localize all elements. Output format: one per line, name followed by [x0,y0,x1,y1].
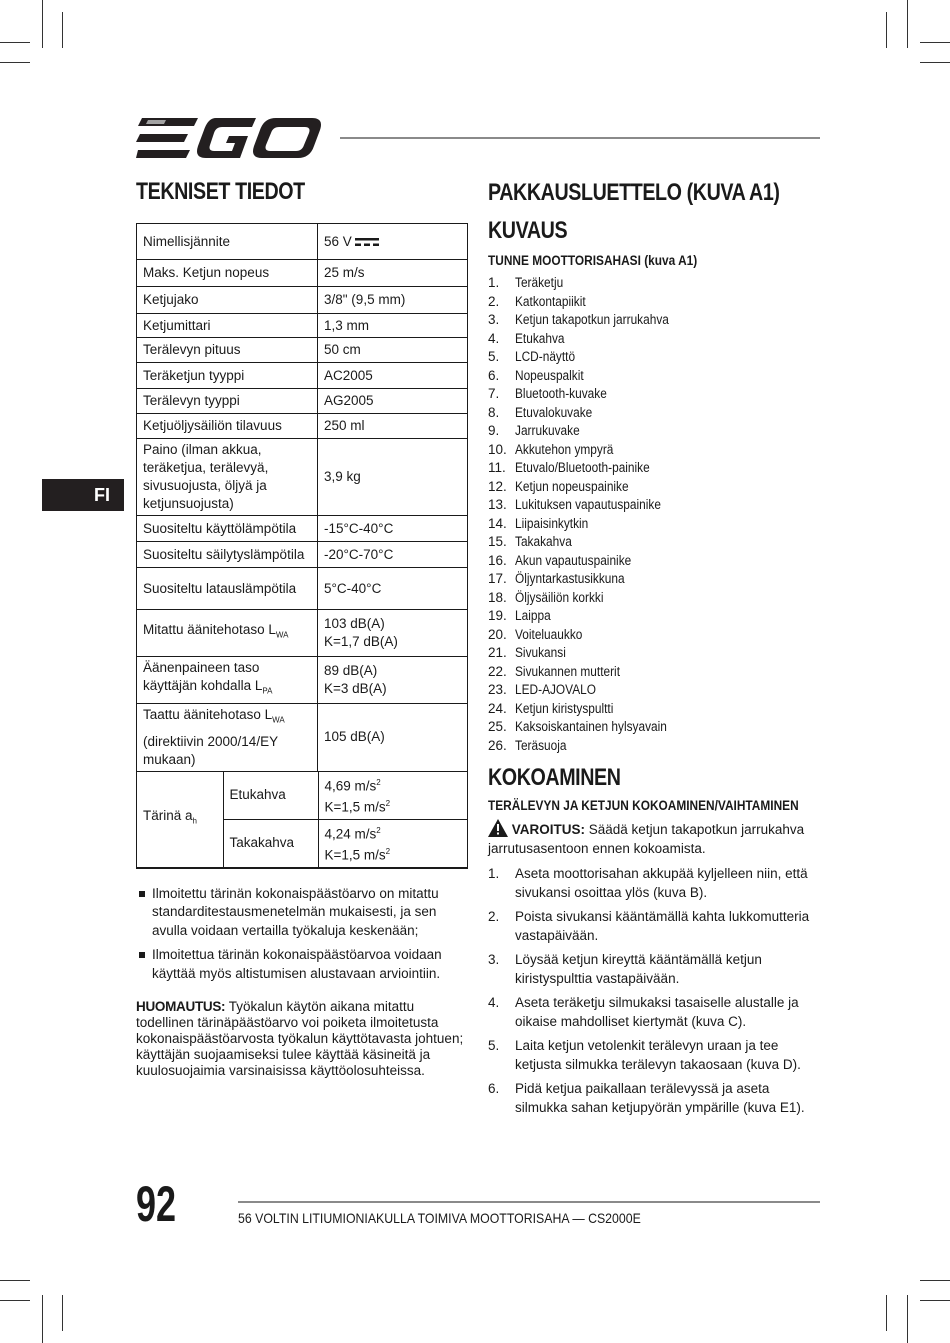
spec-label: Nimellisjännite [137,224,318,260]
spec-value [318,224,468,260]
table-row [137,338,468,363]
warning-paragraph [488,819,823,858]
item-number: 21. [488,645,507,660]
list-item [488,570,823,589]
spec-value [318,363,468,389]
list-item [488,663,823,682]
spec-label: Terälevyn pituus [137,338,318,363]
item-number: 4. [488,330,500,346]
item-number: 8. [488,404,500,420]
front-handle-label: Etukahva [223,772,318,820]
spec-value-text: 3,9 kg [324,469,361,484]
item-text: Takakahva [515,534,572,549]
list-item [488,907,823,945]
page-number: 92 [136,1176,177,1232]
table-row [137,224,468,260]
specs-heading: TEKNISET TIEDOT [136,178,305,205]
crop-mark [62,1295,63,1331]
crop-mark [0,1300,30,1301]
item-number: 10. [488,441,507,457]
right-column [488,178,823,1122]
spec-value [318,287,468,314]
crop-mark [907,0,908,48]
table-row [137,314,468,338]
table-row [137,657,468,704]
header-rule [340,137,820,139]
list-item [488,367,823,386]
list-item [488,552,823,571]
item-text: Teräketju [515,275,564,290]
item-text: Etukahva [515,330,565,346]
spec-value [318,568,468,610]
item-text: Ketjun nopeuspainike [515,478,629,494]
spec-value [318,542,468,568]
list-item [488,533,823,552]
list-item [488,459,823,478]
step-text: Laita ketjun vetolenkit terälevyn uraan ja tee ketjusta silmukka terälevyn takaosaan (kuva D). [515,1038,801,1072]
step-number: 1. [488,866,500,881]
bullet-list [136,885,468,984]
crop-mark [62,12,63,48]
table-row [137,772,467,820]
dc-symbol-icon [355,237,379,247]
list-item [488,1036,823,1074]
spec-value-text: 3/8" (9,5 mm) [324,292,406,307]
crop-mark [907,1295,908,1343]
crop-mark [886,1295,887,1331]
item-text: Laippa [515,608,551,623]
spec-value-text: 50 cm [324,342,361,357]
item-text: Jarrukuvake [515,423,580,438]
item-number: 2. [488,293,500,309]
language-tab: FI [42,479,124,511]
left-column [136,178,468,1079]
spec-label: Ketjuöljysäiliön tilavuus [137,414,318,439]
item-number: 5. [488,349,500,364]
assembly-heading: KOKOAMINEN [488,764,621,791]
list-item [488,607,823,626]
vibration-label: Tärinä $a_h$ [137,772,223,867]
list-item [488,274,823,293]
note-paragraph [136,999,468,1079]
description-heading: KUVAUS [488,217,568,244]
list-item [488,311,823,330]
table-row [137,439,468,516]
spec-label: Suositeltu käyttölämpötila [137,516,318,542]
item-text: Ketjun kiristyspultti [515,700,614,716]
spec-value-text: -20°C-70°C [324,546,394,562]
item-number: 1. [488,275,500,290]
spec-value: 105 dB(A) [318,704,468,772]
steps-list [488,864,823,1117]
item-text: Kaksoiskantainen hylsyavain [515,719,667,734]
table-row [137,389,468,414]
step-text: Pidä ketjua paikallaan terälevyssä ja aseta silmukka sahan ketjupyörän ympärille (kuva E1). [515,1081,805,1115]
step-text: Poista sivukansi kääntämällä kahta lukkomutteria vastapäivään. [515,909,810,943]
item-number: 22. [488,663,507,679]
item-number: 20. [488,626,507,642]
table-row [137,516,468,542]
spec-value-text: 25 m/s [324,265,365,280]
item-text: Katkontapiikit [515,293,586,309]
item-text: Voiteluaukko [515,626,583,642]
item-text: Nopeuspalkit [515,367,584,383]
list-item: Ilmoitettu tärinän kokonaispäästöarvo on mitattu standarditestausmenetelmän mukaisesti, ja sen avulla voidaan vertailla työkaluja keskenään; [136,885,468,941]
step-number: 3. [488,952,500,967]
item-number: 7. [488,386,500,401]
item-text: Sivukansi [515,645,566,660]
crop-mark [0,62,30,63]
item-text: LCD-näyttö [515,349,576,364]
item-number: 18. [488,589,507,605]
item-number: 9. [488,423,500,438]
spec-value [318,260,468,287]
table-row [137,414,468,439]
spec-label: Suositeltu latauslämpötila [137,568,318,610]
step-number: 4. [488,995,500,1010]
list-item [488,478,823,497]
spec-label: Ketjumittari [137,314,318,338]
item-text: LED-AJOVALO [515,682,596,697]
item-text: Bluetooth-kuvake [515,386,607,401]
item-text: Ketjun takapotkun jarrukahva [515,312,669,327]
step-text: Löysää ketjun kireyttä kääntämällä ketjun kiristyspulttia vastapäivään. [515,952,762,986]
list-item [488,1079,823,1117]
list-item [488,330,823,349]
list-item [488,718,823,737]
crop-mark [42,1295,43,1343]
item-number: 13. [488,497,507,512]
table-row [137,771,468,868]
item-text: Sivukannen mutterit [515,663,620,679]
spec-value: 89 dB(A) K=3 dB(A) [318,657,468,704]
spec-value-text: 56 V [324,233,352,249]
item-number: 19. [488,608,507,623]
item-text: Akkutehon ympyrä [515,441,614,457]
crop-mark [920,62,950,63]
item-number: 16. [488,552,507,568]
know-your-saw-heading: TUNNE MOOTTORISAHASI (kuva A1) [488,253,698,268]
list-item [488,737,823,756]
note-text: Työkalun käytön aikana mitattu todellinen tärinäpäästöarvo voi poiketa ilmoitetusta kokonaispäästöarvosta työkalun käyttötavasta johtuen; käyttäjän suojaamiseksi tulee käyttää käsineitä ja kuulosuojaimia varsinaisissa käyttöolosuhteissa. [136,999,464,1079]
list-item [488,950,823,988]
spec-value: 103 dB(A) K=1,7 dB(A) [318,610,468,657]
spec-value-text: AC2005 [324,367,373,383]
spec-value [318,414,468,439]
list-item [488,515,823,534]
item-number: 15. [488,534,507,549]
spec-value [318,439,468,516]
table-cell [137,771,468,868]
table-row [137,363,468,389]
list-item [488,293,823,312]
spec-value-text: 1,3 mm [324,317,370,333]
spec-label: Maks. Ketjun nopeus [137,260,318,287]
crop-mark [0,42,30,43]
spec-label: Ketjujako [137,287,318,314]
list-item [488,644,823,663]
item-number: 24. [488,700,507,716]
spec-value [318,516,468,542]
table-row [137,610,468,657]
spec-label: Suositeltu säilytyslämpötila [137,542,318,568]
item-text: Etuvalokuvake [515,404,593,420]
spec-label: Teräketjun tyyppi [137,363,318,389]
item-number: 6. [488,367,500,383]
vibration-table [137,772,467,867]
list-item [488,864,823,902]
crop-mark [920,1280,950,1281]
list-item [488,441,823,460]
crop-mark [886,12,887,48]
specs-table [136,223,468,869]
spec-value-text: 250 ml [324,418,365,433]
ego-logo [136,116,322,160]
table-row [137,568,468,610]
crop-mark [0,1280,30,1281]
list-item [488,348,823,367]
footer-title: 56 VOLTIN LITIUMIONIAKULLA TOIMIVA MOOTTORISAHA — CS2000E [238,1210,641,1226]
item-number: 26. [488,737,507,753]
item-number: 23. [488,682,507,697]
list-item [488,993,823,1031]
spec-label: Mitattu äänitehotaso $L_{WA}$ [137,610,318,657]
item-text: Lukituksen vapautuspainike [515,497,661,512]
spec-value-text: AG2005 [324,393,374,408]
list-item [488,422,823,441]
list-item [488,681,823,700]
step-text: Aseta moottorisahan akkupää kyljelleen niin, että sivukansi osoittaa ylös (kuva B). [515,866,808,900]
spec-label: Paino (ilman akkua, teräketjua, terälevyä, sivusuojusta, öljyä ja ketjunsuojusta) [137,439,318,516]
spec-value-text: 5°C-40°C [324,580,382,596]
bar-chain-heading: TERÄLEVYN JA KETJUN KOKOAMINEN/VAIHTAMINEN [488,798,799,813]
note-label: HUOMAUTUS: [136,999,226,1015]
spec-label: Äänenpaineen taso käyttäjän kohdalla $L_{PA}$ [137,657,318,704]
rear-handle-value: 4,24 $m/s^2$ K=1,5 $m/s^2$ [324,825,391,863]
spec-value [318,338,468,363]
rear-handle-label: Takakahva [223,819,318,867]
list-item [488,589,823,608]
list-item [488,700,823,719]
crop-mark [920,1300,950,1301]
parts-list [488,274,823,755]
table-row [137,260,468,287]
list-item [488,404,823,423]
footer-rule [238,1201,820,1203]
item-text: Öljyntarkastusikkuna [515,571,625,586]
item-number: 25. [488,719,507,734]
crop-mark [42,0,43,48]
step-number: 6. [488,1081,500,1096]
item-text: Teräsuoja [515,737,567,753]
list-item [488,496,823,515]
table-row [137,287,468,314]
step-number: 2. [488,909,500,924]
spec-value-text: -15°C-40°C [324,520,394,536]
spec-value [318,389,468,414]
step-text: Aseta teräketju silmukaksi tasaiselle alustalle ja oikaise mahdolliset kiertymät (kuva C). [515,995,799,1029]
table-row [137,704,468,772]
item-text: Liipaisinkytkin [515,515,589,531]
crop-mark [920,42,950,43]
warning-label: VAROITUS: [511,822,586,837]
spec-label: Terälevyn tyyppi [137,389,318,414]
list-item [488,626,823,645]
item-number: 11. [488,460,506,475]
item-text: Öljysäiliön korkki [515,589,604,605]
list-item [488,385,823,404]
item-number: 3. [488,312,500,327]
spec-value [318,314,468,338]
list-item: Ilmoitettua tärinän kokonaispäästöarvoa voidaan käyttää myös altistumisen alustavaan arviointiin. [136,946,468,983]
item-number: 14. [488,515,507,531]
spec-label: Taattu äänitehotaso $L_{WA}$ (direktiivin 2000/14/EY mukaan) [137,704,318,772]
step-number: 5. [488,1038,500,1053]
item-number: 12. [488,478,507,494]
item-number: 17. [488,571,507,586]
front-handle-value: 4,69 $m/s^2$ K=1,5 $m/s^2$ [318,772,467,820]
item-text: Akun vapautuspainike [515,552,632,568]
warning-icon [488,819,508,837]
warning-text: Säädä ketjun takapotkun jarrukahva jarrutusasentoon ennen kokoamista. [488,822,805,856]
packing-list-heading: PAKKAUSLUETTELO (KUVA A1) [488,179,780,206]
item-text: Etuvalo/Bluetooth-painike [515,460,650,475]
table-row [137,542,468,568]
